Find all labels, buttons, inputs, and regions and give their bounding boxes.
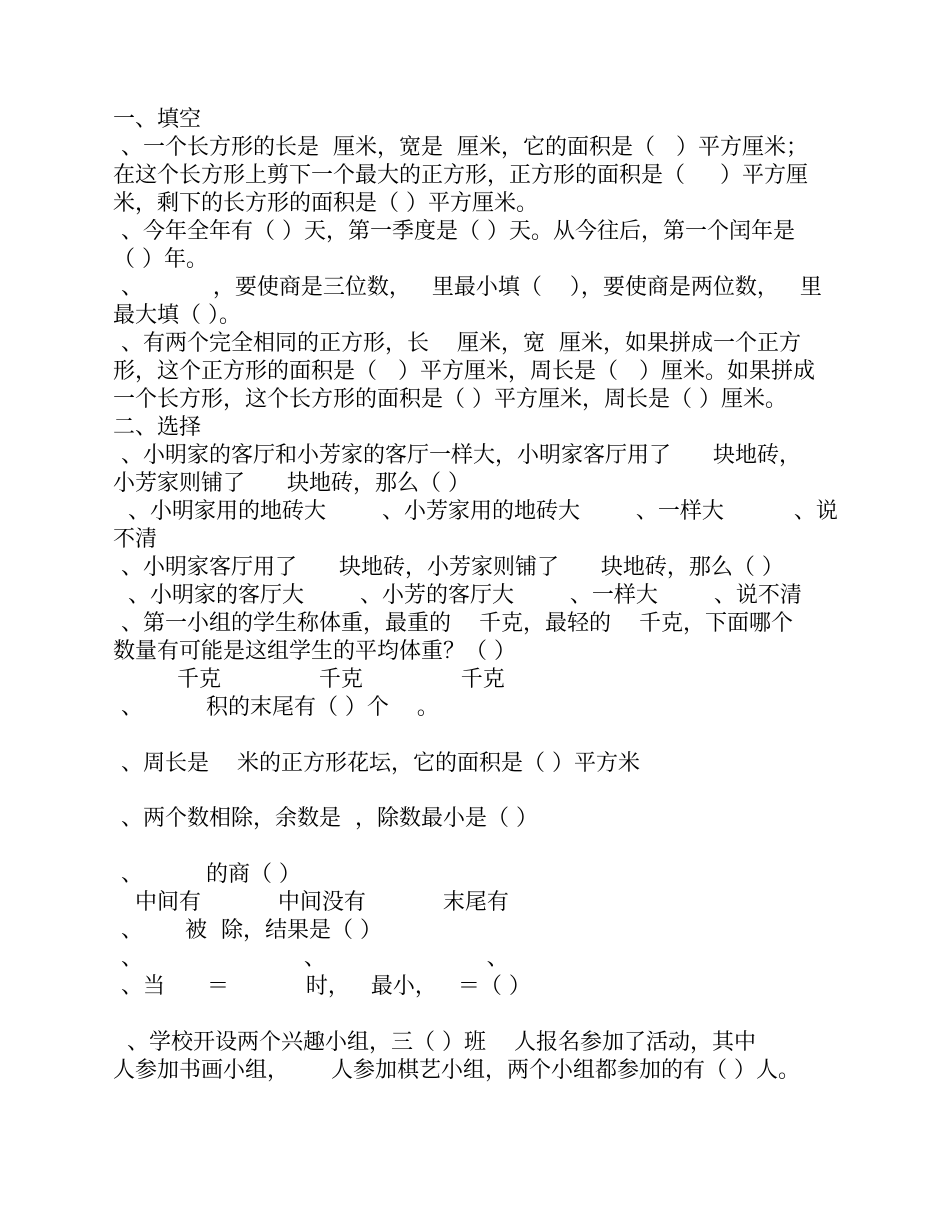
question-line: 、有两个完全相同的正方形，长 厘米，宽 厘米，如果拼成一个正方 (121, 331, 801, 356)
question-line: 、 ，要使商是三位数， 里最小填（ ），要使商是两位数， 里 (121, 275, 822, 300)
question-line: 人参加书画小组， 人参加棋艺小组，两个小组都参加的有（ ）人。 (113, 1058, 800, 1083)
choice-options: 千克 千克 千克 (121, 667, 505, 692)
question-line: 、 积的末尾有（ ）个 。 (121, 695, 439, 720)
question-line: 、周长是 米的正方形花坛，它的面积是（ ）平方米 (121, 751, 640, 776)
question-line: 小芳家则铺了 块地砖，那么（ ） (113, 471, 470, 496)
question-line: 形，这个正方形的面积是（ ）平方厘米，周长是（ ）厘米。如果拼成 (113, 359, 815, 384)
section-heading-fill-blank: 一、填空 (113, 107, 202, 132)
question-line: 数量有可能是这组学生的平均体重？（ ） (113, 639, 516, 664)
question-line: 一个长方形，这个长方形的面积是（ ）平方厘米，周长是（ ）厘米。 (113, 387, 787, 412)
section-heading-multiple-choice: 二、选择 (113, 415, 202, 440)
question-line: 、今年全年有（ ）天，第一季度是（ ）天。从今往后，第一个闰年是 (121, 219, 795, 244)
choice-options: 、 、 、 (121, 946, 509, 971)
choice-options: 、小明家用的地砖大 、小芳家用的地砖大 、一样大 、说 (121, 499, 838, 524)
question-line: 、 被 除，结果是（ ） (121, 918, 382, 943)
question-line: 不清 (113, 527, 158, 552)
question-line: 、当 ＝ 时， 最小， ＝（ ） (121, 974, 531, 999)
choice-options: 、小明家的客厅大 、小芳的客厅大 、一样大 、说不清 (121, 583, 802, 608)
choice-options: 中间有 中间没有 末尾有 (121, 890, 509, 915)
question-line: 、小明家的客厅和小芳家的客厅一样大，小明家客厅用了 块地砖， (121, 443, 801, 468)
question-line: 米，剩下的长方形的面积是（ ）平方厘米。 (113, 191, 538, 216)
question-line: 在这个长方形上剪下一个最大的正方形，正方形的面积是（ ）平方厘 (113, 163, 808, 188)
question-line: 、小明家客厅用了 块地砖，小芳家则铺了 块地砖，那么（ ） (121, 555, 784, 580)
question-line: 、 的商（ ） (121, 862, 301, 887)
question-line: 、两个数相除，余数是 ，除数最小是（ ） (121, 806, 538, 831)
question-line: 、一个长方形的长是 厘米，宽是 厘米，它的面积是（ ）平方厘米； (121, 135, 808, 160)
question-line: 、学校开设两个兴趣小组，三（ ）班 人报名参加了活动，其中 (113, 1030, 756, 1055)
question-line: （ ）年。 (113, 247, 208, 272)
question-line: 最大填（ ）。 (113, 303, 241, 328)
question-line: 、第一小组的学生称体重，最重的 千克，最轻的 千克，下面哪个 (121, 611, 793, 636)
